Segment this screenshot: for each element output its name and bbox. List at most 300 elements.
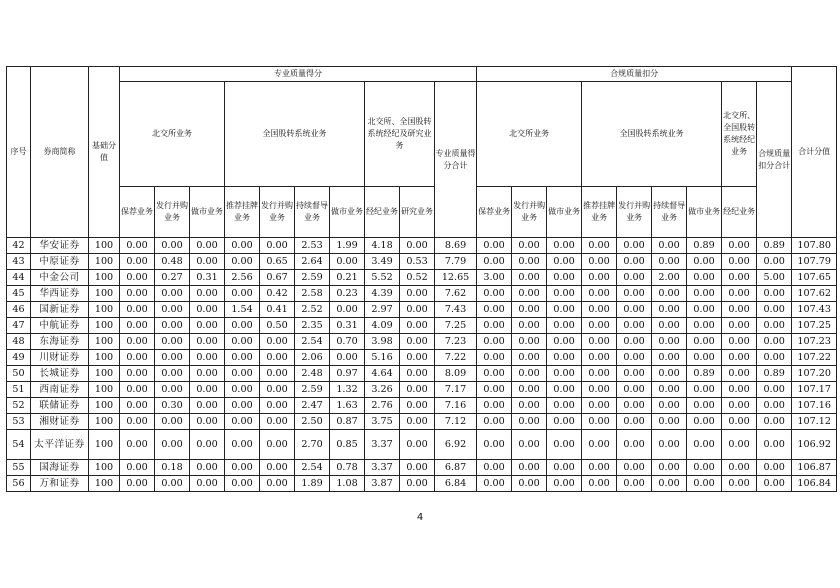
row-base-score: 100 bbox=[89, 382, 120, 398]
row-compliance-deduction: 0.00 bbox=[687, 398, 722, 414]
row-total: 106.87 bbox=[792, 460, 837, 476]
row-total: 107.80 bbox=[792, 238, 837, 254]
row-base-score: 100 bbox=[89, 254, 120, 270]
row-professional-score: 0.97 bbox=[330, 366, 365, 382]
row-broker-name: 万和证券 bbox=[31, 476, 89, 492]
table-row bbox=[7, 476, 837, 492]
row-professional-score: 0.00 bbox=[225, 366, 260, 382]
row-professional-score: 0.00 bbox=[190, 350, 225, 366]
row-professional-subtotal: 7.62 bbox=[435, 286, 477, 302]
row-seq: 45 bbox=[7, 286, 31, 302]
row-professional-score: 0.85 bbox=[330, 430, 365, 460]
row-professional-score: 0.52 bbox=[400, 270, 435, 286]
row-compliance-deduction: 0.00 bbox=[582, 460, 617, 476]
row-compliance-deduction: 0.00 bbox=[687, 254, 722, 270]
row-compliance-deduction: 0.00 bbox=[477, 238, 512, 254]
row-compliance-deduction: 0.00 bbox=[477, 430, 512, 460]
row-professional-score: 2.70 bbox=[295, 430, 330, 460]
row-compliance-deduction: 0.00 bbox=[547, 254, 582, 270]
row-compliance-deduction: 0.00 bbox=[547, 286, 582, 302]
row-professional-score: 0.70 bbox=[330, 334, 365, 350]
row-professional-score: 0.00 bbox=[400, 366, 435, 382]
row-professional-score: 0.00 bbox=[155, 302, 190, 318]
row-seq: 48 bbox=[7, 334, 31, 350]
row-professional-score: 1.89 bbox=[295, 476, 330, 492]
row-professional-subtotal: 7.22 bbox=[435, 350, 477, 366]
row-professional-score: 0.00 bbox=[155, 334, 190, 350]
row-compliance-deduction: 3.00 bbox=[477, 270, 512, 286]
row-base-score: 100 bbox=[89, 286, 120, 302]
row-compliance-deduction: 0.00 bbox=[617, 460, 652, 476]
row-compliance-deduction: 0.00 bbox=[477, 334, 512, 350]
row-professional-score: 3.87 bbox=[365, 476, 400, 492]
row-broker-name: 川财证券 bbox=[31, 350, 89, 366]
table-row bbox=[7, 270, 837, 286]
row-seq: 42 bbox=[7, 238, 31, 254]
row-compliance-deduction: 0.00 bbox=[722, 254, 757, 270]
row-seq: 56 bbox=[7, 476, 31, 492]
row-professional-score: 0.23 bbox=[330, 286, 365, 302]
row-professional-score: 0.00 bbox=[120, 254, 155, 270]
row-professional-subtotal: 7.17 bbox=[435, 382, 477, 398]
row-professional-score: 0.00 bbox=[260, 350, 295, 366]
row-professional-score: 2.64 bbox=[295, 254, 330, 270]
row-compliance-deduction: 0.00 bbox=[617, 270, 652, 286]
header-p-neeq: 全国股转系统业务 bbox=[225, 82, 365, 187]
row-professional-score: 0.78 bbox=[330, 460, 365, 476]
row-professional-score: 0.00 bbox=[225, 430, 260, 460]
row-compliance-deduction: 0.00 bbox=[617, 238, 652, 254]
row-professional-score: 2.54 bbox=[295, 334, 330, 350]
row-total: 107.25 bbox=[792, 318, 837, 334]
row-compliance-deduction: 0.00 bbox=[652, 460, 687, 476]
row-total: 107.22 bbox=[792, 350, 837, 366]
row-broker-name: 联储证券 bbox=[31, 398, 89, 414]
row-professional-score: 0.00 bbox=[120, 350, 155, 366]
row-compliance-deduction: 0.00 bbox=[512, 382, 547, 398]
row-compliance-deduction: 0.00 bbox=[652, 302, 687, 318]
header-professional-subtotal: 专业质量得分合计 bbox=[435, 82, 477, 238]
row-seq: 47 bbox=[7, 318, 31, 334]
row-professional-score: 0.00 bbox=[190, 286, 225, 302]
row-compliance-deduction: 0.00 bbox=[722, 238, 757, 254]
row-compliance-deduction: 0.00 bbox=[582, 350, 617, 366]
row-compliance-deduction: 0.00 bbox=[652, 366, 687, 382]
row-broker-name: 西南证券 bbox=[31, 382, 89, 398]
row-professional-score: 0.00 bbox=[260, 334, 295, 350]
row-compliance-deduction: 0.00 bbox=[687, 460, 722, 476]
row-compliance-subtotal: 0.00 bbox=[757, 302, 792, 318]
row-professional-score: 0.50 bbox=[260, 318, 295, 334]
row-professional-score: 3.26 bbox=[365, 382, 400, 398]
row-compliance-deduction: 0.00 bbox=[617, 254, 652, 270]
row-compliance-deduction: 0.00 bbox=[512, 254, 547, 270]
header-seq: 序号 bbox=[7, 67, 31, 238]
row-compliance-deduction: 0.00 bbox=[617, 398, 652, 414]
row-total: 107.65 bbox=[792, 270, 837, 286]
row-professional-subtotal: 7.12 bbox=[435, 414, 477, 430]
row-professional-score: 0.00 bbox=[190, 254, 225, 270]
row-professional-subtotal: 6.87 bbox=[435, 460, 477, 476]
row-broker-name: 国新证券 bbox=[31, 302, 89, 318]
row-professional-score: 0.00 bbox=[120, 430, 155, 460]
row-professional-score: 0.00 bbox=[400, 286, 435, 302]
row-compliance-deduction: 0.00 bbox=[512, 398, 547, 414]
row-professional-score: 0.00 bbox=[120, 318, 155, 334]
row-compliance-deduction: 0.00 bbox=[687, 476, 722, 492]
row-professional-score: 0.31 bbox=[330, 318, 365, 334]
row-compliance-deduction: 0.00 bbox=[722, 430, 757, 460]
row-professional-score: 0.30 bbox=[155, 398, 190, 414]
row-compliance-deduction: 0.00 bbox=[582, 382, 617, 398]
row-compliance-deduction: 0.00 bbox=[687, 334, 722, 350]
row-seq: 54 bbox=[7, 430, 31, 460]
row-professional-score: 0.00 bbox=[120, 398, 155, 414]
row-compliance-deduction: 0.00 bbox=[722, 334, 757, 350]
table-row bbox=[7, 254, 837, 270]
row-seq: 53 bbox=[7, 414, 31, 430]
row-professional-score: 0.00 bbox=[190, 334, 225, 350]
row-seq: 51 bbox=[7, 382, 31, 398]
row-base-score: 100 bbox=[89, 366, 120, 382]
row-professional-score: 0.00 bbox=[400, 398, 435, 414]
header-professional-group: 专业质量得分 bbox=[120, 67, 477, 82]
row-seq: 49 bbox=[7, 350, 31, 366]
row-professional-score: 3.37 bbox=[365, 430, 400, 460]
header-p-bj-issue-ma: 发行并购业务 bbox=[155, 187, 190, 238]
row-professional-score: 1.63 bbox=[330, 398, 365, 414]
row-seq: 46 bbox=[7, 302, 31, 318]
row-base-score: 100 bbox=[89, 430, 120, 460]
row-professional-score: 0.00 bbox=[225, 398, 260, 414]
row-professional-score: 0.00 bbox=[120, 460, 155, 476]
table-body bbox=[7, 238, 837, 492]
table-row bbox=[7, 238, 837, 254]
row-compliance-deduction: 0.00 bbox=[512, 302, 547, 318]
row-compliance-deduction: 0.00 bbox=[722, 476, 757, 492]
row-professional-score: 0.00 bbox=[225, 382, 260, 398]
row-compliance-deduction: 0.00 bbox=[547, 334, 582, 350]
row-professional-score: 0.00 bbox=[120, 414, 155, 430]
row-compliance-deduction: 0.00 bbox=[722, 302, 757, 318]
row-base-score: 100 bbox=[89, 302, 120, 318]
row-compliance-deduction: 0.00 bbox=[582, 334, 617, 350]
row-compliance-deduction: 0.00 bbox=[512, 460, 547, 476]
row-professional-score: 2.53 bbox=[295, 238, 330, 254]
row-professional-score: 4.09 bbox=[365, 318, 400, 334]
row-professional-score: 0.18 bbox=[155, 460, 190, 476]
row-professional-score: 0.00 bbox=[225, 318, 260, 334]
row-compliance-deduction: 0.00 bbox=[652, 350, 687, 366]
row-professional-subtotal: 7.16 bbox=[435, 398, 477, 414]
row-compliance-deduction: 0.00 bbox=[547, 350, 582, 366]
row-professional-score: 2.54 bbox=[295, 460, 330, 476]
row-compliance-deduction: 0.00 bbox=[722, 398, 757, 414]
row-professional-score: 0.00 bbox=[260, 476, 295, 492]
row-compliance-deduction: 0.00 bbox=[547, 238, 582, 254]
row-professional-score: 2.97 bbox=[365, 302, 400, 318]
row-compliance-deduction: 0.00 bbox=[582, 430, 617, 460]
table-row bbox=[7, 398, 837, 414]
row-professional-score: 0.87 bbox=[330, 414, 365, 430]
row-professional-score: 4.64 bbox=[365, 366, 400, 382]
row-compliance-deduction: 0.00 bbox=[617, 382, 652, 398]
row-compliance-deduction: 0.00 bbox=[582, 398, 617, 414]
row-compliance-deduction: 0.00 bbox=[477, 476, 512, 492]
row-professional-score: 2.48 bbox=[295, 366, 330, 382]
row-compliance-deduction: 0.00 bbox=[652, 414, 687, 430]
row-professional-subtotal: 7.43 bbox=[435, 302, 477, 318]
row-total: 107.12 bbox=[792, 414, 837, 430]
row-professional-score: 0.00 bbox=[260, 382, 295, 398]
row-total: 106.92 bbox=[792, 430, 837, 460]
row-professional-subtotal: 8.69 bbox=[435, 238, 477, 254]
row-compliance-deduction: 0.00 bbox=[512, 366, 547, 382]
header-total: 合计分值 bbox=[792, 67, 837, 238]
row-compliance-deduction: 0.00 bbox=[722, 460, 757, 476]
row-compliance-deduction: 0.00 bbox=[617, 430, 652, 460]
row-compliance-deduction: 0.00 bbox=[477, 366, 512, 382]
table-row bbox=[7, 286, 837, 302]
row-compliance-subtotal: 0.89 bbox=[757, 238, 792, 254]
header-p-broker-research: 北交所、全国股转系统经纪及研究业务 bbox=[365, 82, 435, 187]
header-compliance-group: 合规质量扣分 bbox=[477, 67, 792, 82]
table-row bbox=[7, 318, 837, 334]
row-professional-subtotal: 7.25 bbox=[435, 318, 477, 334]
row-total: 107.62 bbox=[792, 286, 837, 302]
row-professional-score: 0.27 bbox=[155, 270, 190, 286]
row-professional-score: 1.54 bbox=[225, 302, 260, 318]
row-compliance-deduction: 0.00 bbox=[687, 318, 722, 334]
row-compliance-deduction: 0.00 bbox=[477, 414, 512, 430]
table-row bbox=[7, 334, 837, 350]
table-row bbox=[7, 366, 837, 382]
row-compliance-deduction: 0.00 bbox=[617, 414, 652, 430]
row-compliance-deduction: 2.00 bbox=[652, 270, 687, 286]
row-professional-score: 0.00 bbox=[400, 334, 435, 350]
header-p-neeq-supervision: 持续督导业务 bbox=[295, 187, 330, 238]
row-professional-score: 0.00 bbox=[190, 460, 225, 476]
row-professional-score: 3.49 bbox=[365, 254, 400, 270]
row-compliance-deduction: 0.00 bbox=[722, 270, 757, 286]
row-professional-score: 0.53 bbox=[400, 254, 435, 270]
score-table bbox=[6, 66, 837, 492]
row-compliance-deduction: 0.00 bbox=[617, 366, 652, 382]
row-compliance-subtotal: 0.00 bbox=[757, 476, 792, 492]
row-professional-score: 3.98 bbox=[365, 334, 400, 350]
header-p-bj-sponsor: 保荐业务 bbox=[120, 187, 155, 238]
row-compliance-deduction: 0.00 bbox=[617, 350, 652, 366]
row-compliance-deduction: 0.00 bbox=[547, 430, 582, 460]
row-compliance-deduction: 0.00 bbox=[617, 318, 652, 334]
row-compliance-deduction: 0.00 bbox=[512, 414, 547, 430]
row-professional-score: 0.00 bbox=[260, 238, 295, 254]
row-professional-score: 0.00 bbox=[155, 476, 190, 492]
row-compliance-deduction: 0.00 bbox=[512, 350, 547, 366]
row-compliance-subtotal: 0.00 bbox=[757, 414, 792, 430]
row-compliance-deduction: 0.00 bbox=[582, 318, 617, 334]
row-broker-name: 东海证券 bbox=[31, 334, 89, 350]
header-p-neeq-market-making: 做市业务 bbox=[330, 187, 365, 238]
row-compliance-deduction: 0.00 bbox=[547, 460, 582, 476]
row-professional-score: 0.00 bbox=[260, 430, 295, 460]
row-professional-subtotal: 7.79 bbox=[435, 254, 477, 270]
row-compliance-deduction: 0.00 bbox=[652, 476, 687, 492]
row-professional-score: 0.00 bbox=[400, 238, 435, 254]
row-compliance-deduction: 0.00 bbox=[477, 382, 512, 398]
row-compliance-deduction: 0.00 bbox=[477, 350, 512, 366]
header-p-research: 研究业务 bbox=[400, 187, 435, 238]
row-compliance-deduction: 0.00 bbox=[512, 334, 547, 350]
row-professional-score: 0.00 bbox=[155, 238, 190, 254]
row-compliance-deduction: 0.00 bbox=[477, 254, 512, 270]
row-base-score: 100 bbox=[89, 460, 120, 476]
row-compliance-deduction: 0.00 bbox=[687, 286, 722, 302]
row-compliance-deduction: 0.00 bbox=[652, 238, 687, 254]
row-professional-score: 4.39 bbox=[365, 286, 400, 302]
header-c-bj-market-making: 做市业务 bbox=[547, 187, 582, 238]
table-row bbox=[7, 350, 837, 366]
table-row bbox=[7, 414, 837, 430]
row-compliance-deduction: 0.00 bbox=[617, 476, 652, 492]
row-total: 106.84 bbox=[792, 476, 837, 492]
row-total: 107.43 bbox=[792, 302, 837, 318]
row-professional-score: 0.00 bbox=[400, 382, 435, 398]
row-seq: 55 bbox=[7, 460, 31, 476]
table-row bbox=[7, 382, 837, 398]
row-professional-score: 2.59 bbox=[295, 382, 330, 398]
row-compliance-deduction: 0.00 bbox=[477, 286, 512, 302]
row-compliance-deduction: 0.00 bbox=[547, 302, 582, 318]
row-professional-score: 0.00 bbox=[190, 302, 225, 318]
row-compliance-subtotal: 0.00 bbox=[757, 398, 792, 414]
row-total: 107.20 bbox=[792, 366, 837, 382]
row-professional-score: 0.00 bbox=[260, 366, 295, 382]
row-professional-score: 0.00 bbox=[120, 382, 155, 398]
row-professional-score: 0.41 bbox=[260, 302, 295, 318]
row-compliance-deduction: 0.00 bbox=[512, 318, 547, 334]
row-compliance-deduction: 0.00 bbox=[652, 254, 687, 270]
row-professional-score: 0.00 bbox=[225, 350, 260, 366]
row-broker-name: 中原证券 bbox=[31, 254, 89, 270]
row-professional-score: 3.37 bbox=[365, 460, 400, 476]
row-professional-subtotal: 8.09 bbox=[435, 366, 477, 382]
row-professional-score: 0.31 bbox=[190, 270, 225, 286]
table-row bbox=[7, 430, 837, 460]
row-compliance-deduction: 0.00 bbox=[582, 238, 617, 254]
row-professional-score: 0.00 bbox=[400, 476, 435, 492]
header-c-beijiao: 北交所业务 bbox=[477, 82, 582, 187]
header-c-neeq: 全国股转系统业务 bbox=[582, 82, 722, 187]
row-professional-score: 2.52 bbox=[295, 302, 330, 318]
row-broker-name: 华西证券 bbox=[31, 286, 89, 302]
row-professional-subtotal: 12.65 bbox=[435, 270, 477, 286]
row-professional-score: 2.47 bbox=[295, 398, 330, 414]
row-compliance-deduction: 0.00 bbox=[617, 334, 652, 350]
row-base-score: 100 bbox=[89, 238, 120, 254]
row-compliance-subtotal: 0.00 bbox=[757, 460, 792, 476]
row-professional-score: 0.00 bbox=[400, 430, 435, 460]
row-seq: 44 bbox=[7, 270, 31, 286]
row-professional-score: 0.00 bbox=[120, 334, 155, 350]
row-professional-score: 0.00 bbox=[400, 414, 435, 430]
row-professional-score: 0.00 bbox=[260, 460, 295, 476]
row-compliance-deduction: 0.00 bbox=[652, 334, 687, 350]
row-professional-score: 0.00 bbox=[400, 460, 435, 476]
row-base-score: 100 bbox=[89, 334, 120, 350]
row-compliance-deduction: 0.00 bbox=[512, 430, 547, 460]
row-compliance-deduction: 0.00 bbox=[652, 318, 687, 334]
row-professional-score: 2.50 bbox=[295, 414, 330, 430]
row-professional-score: 0.00 bbox=[225, 414, 260, 430]
row-broker-name: 华安证券 bbox=[31, 238, 89, 254]
row-professional-score: 5.16 bbox=[365, 350, 400, 366]
row-compliance-deduction: 0.00 bbox=[477, 302, 512, 318]
row-professional-score: 0.00 bbox=[155, 366, 190, 382]
row-professional-score: 0.00 bbox=[225, 286, 260, 302]
row-professional-score: 0.00 bbox=[155, 382, 190, 398]
row-professional-score: 0.48 bbox=[155, 254, 190, 270]
header-broker-name: 券商简称 bbox=[31, 67, 89, 238]
row-professional-score: 0.00 bbox=[225, 238, 260, 254]
row-compliance-deduction: 0.00 bbox=[722, 366, 757, 382]
page-number: 4 bbox=[416, 512, 424, 523]
header-c-broker: 北交所、全国股转系统经纪业务 bbox=[722, 82, 757, 187]
header-c-neeq-supervision: 持续督导业务 bbox=[652, 187, 687, 238]
row-professional-score: 0.00 bbox=[190, 430, 225, 460]
row-professional-score: 0.00 bbox=[225, 476, 260, 492]
row-compliance-deduction: 0.00 bbox=[547, 382, 582, 398]
row-professional-score: 0.00 bbox=[400, 302, 435, 318]
row-professional-score: 0.00 bbox=[330, 302, 365, 318]
row-compliance-deduction: 0.00 bbox=[617, 286, 652, 302]
row-compliance-deduction: 0.00 bbox=[652, 398, 687, 414]
row-compliance-deduction: 0.00 bbox=[617, 302, 652, 318]
row-professional-score: 0.00 bbox=[120, 270, 155, 286]
row-professional-score: 0.21 bbox=[330, 270, 365, 286]
row-compliance-deduction: 0.00 bbox=[547, 270, 582, 286]
header-compliance-subtotal: 合规质量扣分合计 bbox=[757, 82, 792, 238]
row-compliance-deduction: 0.00 bbox=[652, 430, 687, 460]
row-broker-name: 中金公司 bbox=[31, 270, 89, 286]
row-base-score: 100 bbox=[89, 398, 120, 414]
row-professional-score: 0.00 bbox=[190, 476, 225, 492]
row-seq: 52 bbox=[7, 398, 31, 414]
row-professional-score: 0.00 bbox=[190, 414, 225, 430]
row-compliance-subtotal: 0.89 bbox=[757, 366, 792, 382]
row-base-score: 100 bbox=[89, 318, 120, 334]
row-compliance-deduction: 0.00 bbox=[722, 286, 757, 302]
row-compliance-deduction: 0.00 bbox=[722, 382, 757, 398]
row-compliance-deduction: 0.00 bbox=[722, 318, 757, 334]
row-professional-score: 0.00 bbox=[225, 254, 260, 270]
row-compliance-deduction: 0.00 bbox=[512, 270, 547, 286]
header-c-neeq-listing: 推荐挂牌业务 bbox=[582, 187, 617, 238]
row-professional-score: 0.00 bbox=[330, 254, 365, 270]
row-professional-score: 0.67 bbox=[260, 270, 295, 286]
row-base-score: 100 bbox=[89, 270, 120, 286]
table-row bbox=[7, 460, 837, 476]
header-p-brokerage: 经纪业务 bbox=[365, 187, 400, 238]
row-base-score: 100 bbox=[89, 476, 120, 492]
row-professional-subtotal: 6.84 bbox=[435, 476, 477, 492]
row-professional-score: 0.00 bbox=[400, 350, 435, 366]
row-compliance-deduction: 0.00 bbox=[582, 366, 617, 382]
header-c-brokerage: 经纪业务 bbox=[722, 187, 757, 238]
table-row bbox=[7, 302, 837, 318]
row-compliance-subtotal: 0.00 bbox=[757, 318, 792, 334]
row-compliance-deduction: 0.00 bbox=[512, 476, 547, 492]
